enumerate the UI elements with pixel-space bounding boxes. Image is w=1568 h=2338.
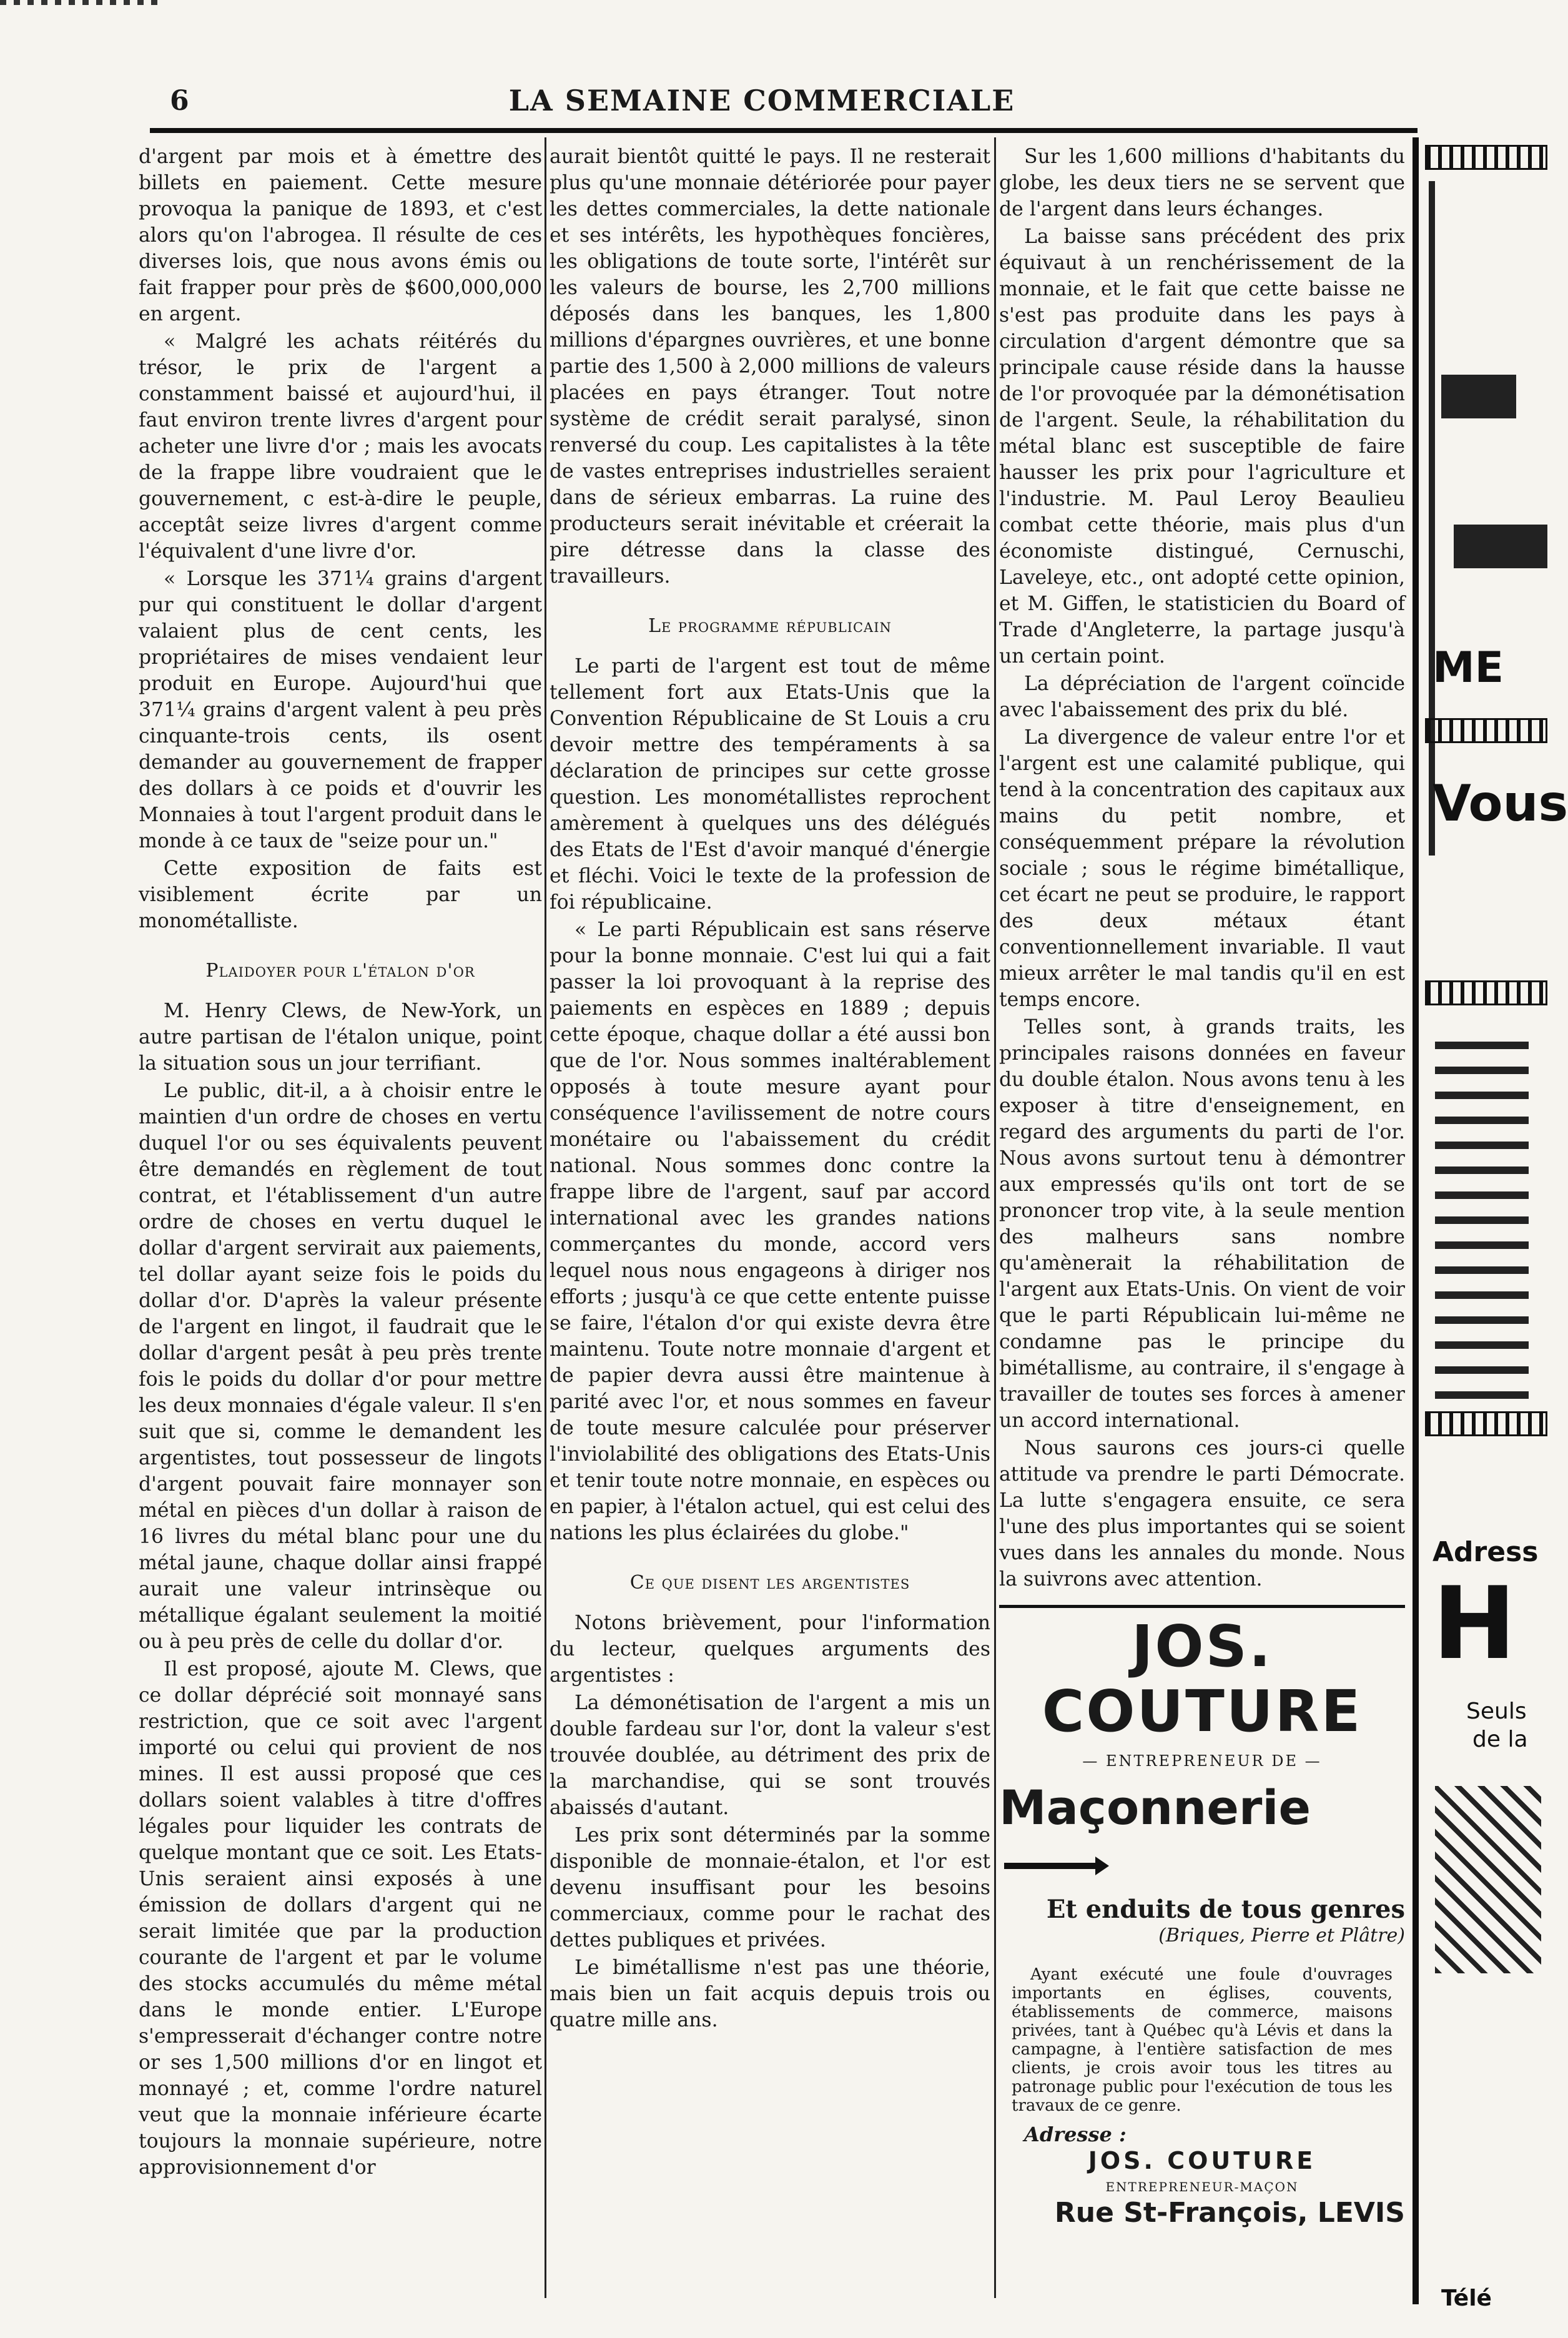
- column-rule-2: [994, 137, 996, 2298]
- ornament-border: [1425, 1411, 1547, 1436]
- paragraph: La divergence de valeur entre l'or et l'argent est une calamité publique, qui tend à la concentration des capitaux aux mains du petit nombre, et conséquemment prépare la révolution sociale ; sous le régime bimétallique, cet écart ne peut se produire, le rapport des deux métaux étant conventionnellement invariable. Il vaut mieux arrêter le mal tandis qu'il en est temps encore.: [999, 726, 1405, 1011]
- ad-name: JOS. COUTURE: [1042, 1613, 1363, 1745]
- paragraph: Sur les 1,600 millions d'habitants du globe, les deux tiers ne se servent que de l'argent dans leurs échanges.: [999, 146, 1405, 220]
- ad-trade: [999, 1780, 1405, 1890]
- adjacent-text: H: [1432, 1565, 1516, 1682]
- ad-trade-label: Maçonnerie: [999, 1780, 1311, 1835]
- section-heading: Ce que disent les argentistes: [629, 1572, 910, 1594]
- adjacent-text: Télé: [1441, 2286, 1492, 2311]
- illustration-fragment: [1435, 1786, 1541, 1973]
- ad-subtitle: — ENTREPRENEUR DE —: [1082, 1752, 1322, 1770]
- adjacent-text: Seuls: [1466, 1699, 1527, 1724]
- adjacent-text: ME: [1432, 643, 1504, 693]
- scan-edge-marks: [0, 0, 162, 5]
- column-3: [999, 144, 1405, 2229]
- paragraph: « Lorsque les 371¼ grains d'argent pur qui constituent le dollar d'argent valaient plus de cent cents, les propriétaires de mises vendaient leur produit en Europe. Aujourd'hui que 371¼ grains d'argent valent à peu près cinquante-trois cents, ils osent demander au gouvernement de frapper des dollars à ce poids et d'ouvrir les Monnaies à tout l'argent produit dans le monde à ce taux de "seize pour un.": [139, 568, 542, 852]
- paragraph: Il est proposé, ajoute M. Clews, que ce dollar déprécié soit monnayé sans restriction, que ce soit avec l'argent importé ou celui qui provient de nos mines. Il est aussi proposé que ces dollars soient valables à titre d'offres légales pour liquider les contrats de quelque montant que ce soit. Les Etats-Unis seraient ainsi exposés à une émission de dollars d'argent qui ne serait limitée que par la production courante de l'argent et par le volume des stocks accumulés du même métal dans le monde entier. L'Europe s'empresserait d'échanger contre notre or ses 1,500 millions d'or en lingot et monnayé ; et, comme l'ordre naturel veut que la monnaie inférieure écarte toujours la monnaie supérieure, notre approvisionnement d'or: [139, 1658, 542, 2179]
- ad-address-street: Rue St-François, LEVIS: [1054, 2197, 1405, 2229]
- paragraph: La baisse sans précédent des prix équivaut à un renchérissement de la monnaie, et le fait que cette baisse ne s'est pas produite dans les pays à circulation d'argent démontre que sa principale cause réside dans la hausse de l'or provoquée par la démonétisation de l'argent. Seule, la réhabilitation du métal blanc est susceptible de faire hausser les prix pour l'agriculture et l'industrie. M. Paul Leroy Beaulieu combat cette théorie, mais plus d'un économiste distingué, Cernuschi, Laveleye, etc., ont adopté cette opinion, et M. Giffen, le statisticien du Board of Trade d'Angleterre, la partage jusqu'à un certain point.: [999, 225, 1405, 668]
- paragraph: « Le parti Républicain est sans réserve pour la bonne monnaie. C'est lui qui a fait passer la loi provoquant à la reprise des paiements en espèces en 1889 ; depuis cette époque, chaque dollar a été aussi bon que de l'or. Nous sommes inaltérablement opposés à toute mesure ayant pour conséquence l'avilissement de notre cours monétaire ou l'abaissement du crédit national. Nous sommes donc contre la frappe libre de l'argent, sauf par accord international avec les grandes nations commerçantes du monde, accord vers lequel nous nous engageons à diriger nos efforts ; jusqu'à ce que cette entente puisse se faire, l'étalon d'or qui existe devra être maintenu. Toute notre monnaie d'argent et de papier devra aussi être maintenue à parité avec l'or, et nous sommes en faveur de toute mesure calculée pour préserver l'inviolabilité des obligations des Etats-Unis et tenir toute notre monnaie, en espèces ou en papier, à l'étalon actuel, qui est celui des nations les plus éclairées du globe.": [550, 919, 990, 1544]
- ornament-border: [1425, 718, 1547, 743]
- illustration-fragment: [1435, 1037, 1529, 1399]
- section-heading: Le programme républicain: [648, 615, 892, 637]
- ad-materials: (Briques, Pierre et Plâtre): [1158, 1925, 1405, 1946]
- paragraph: d'argent par mois et à émettre des billets en paiement. Cette mesure provoqua la panique de 1893, et c'est alors qu'on l'abrogea. Il résulte de ces diverses lois, que nous avons émis ou fait frapper pour près de $600,000,000 en argent.: [139, 146, 542, 325]
- paragraph: Le public, dit-il, a à choisir entre le maintien d'un ordre de choses en vertu duquel l'or ou ses équivalents peuvent être demandés en règlement de tout contrat, et l'établissement d'un autre ordre de choses en vertu duquel le dollar d'argent servirait aux paiements, tel dollar ayant seize fois le poids du dollar d'or. D'après la valeur présente de l'argent en lingot, il faudrait que le dollar d'argent pesât à peu près trente fois le poids du dollar d'or pour mettre les deux monnaies d'égale valeur. Il s'en suit que si, comme le demandent les argentistes, tout possesseur de lingots d'argent pouvait faire monnayer son métal en pièces d'un dollar à raison de 16 livres du métal blanc pour une du métal jaune, chaque dollar ainsi frappé aurait une valeur intrinsèque ou métallique égalant seulement la moitié ou à peu près de celle du dollar d'or.: [139, 1080, 542, 1653]
- ad-line: Et enduits de tous genres: [1046, 1895, 1405, 1924]
- paragraph: Telles sont, à grands traits, les principales raisons données en faveur du double étalon. Nous avons tenu à les exposer à titre d'enseignement, en regard des arguments du parti de l'or. Nous avons surtout tenu à démontrer aux empressés qu'ils ont tort de se prononcer trop vite, à la seule mention des malheurs sans nombre qu'amènerait la réhabilitation de l'argent aux Etats-Unis. On vient de voir que le parti Républicain lui-même ne condamne pas le principe du bimétallisme, au contraire, il s'engage à travailler de toutes ses forces à amener un accord international.: [999, 1016, 1405, 1432]
- ornament-border: [1425, 980, 1547, 1005]
- paragraph: Nous saurons ces jours-ci quelle attitude va prendre le parti Démocrate. La lutte s'engagera ensuite, ce sera l'une des plus importantes qui se soient vues dans les annales du monde. Nous la suivrons avec attention.: [999, 1437, 1405, 1591]
- ad-address-label: Adresse :: [1024, 2123, 1127, 2146]
- column-1: [139, 144, 542, 2182]
- illustration-fragment: [1441, 375, 1516, 418]
- column-2: [550, 144, 990, 2035]
- adjacent-text: Vous: [1432, 774, 1568, 832]
- illustration-fragment: [1454, 525, 1547, 568]
- page-number: 6: [170, 85, 189, 117]
- ad-address-role: ENTREPRENEUR-MAÇON: [1105, 2179, 1299, 2194]
- paragraph: La dépréciation de l'argent coïncide avec l'abaissement des prix du blé.: [999, 673, 1405, 721]
- header-rule: [150, 128, 1418, 133]
- paragraph: Le parti de l'argent est tout de même tellement fort aux Etats-Unis que la Convention Républicaine de St Louis a cru devoir mettre des tempéraments à sa déclaration de principes sur cette grosse question. Les monométallistes reprochent amèrement à quelques uns des délégués des Etats de l'Est d'avoir manqué d'énergie et fléchi. Voici le texte de la profession de foi républicaine.: [550, 655, 990, 914]
- paragraph: Les prix sont déterminés par la somme disponible de monnaie-étalon, et l'or est devenu insuffisant pour les besoins commerciaux, comme pour le rachat des dettes publiques et privées.: [550, 1824, 990, 1951]
- paragraph: aurait bientôt quitté le pays. Il ne resterait plus qu'une monnaie détériorée pour payer les dettes commerciales, la dette nationale et ses intérêts, les hypothèques foncières, les obligations de toute sorte, l'intérêt sur les valeurs de bourse, les 2,700 millions déposés dans les banques, les 1,800 millions d'épargnes ouvrières, et une bonne partie des 1,500 à 2,000 millions de valeurs placées en pays étranger. Tout notre système de crédit serait paralysé, sinon renversé du coup. Les capitalistes à la tête de vastes entreprises industrielles seraient dans de sérieux embarras. La ruine des producteurs serait inévitable et créerait la pire détresse dans la classe des travailleurs.: [550, 146, 990, 588]
- paragraph: Notons brièvement, pour l'information du lecteur, quelques arguments des argentistes :: [550, 1612, 990, 1687]
- ad-body: Ayant exécuté une foule d'ouvrages importants en églises, couvents, établissements de commerce, maisons privées, tant à Québec qu'à Lévis et dans la campagne, à l'entière satisfaction de mes clients, je crois avoir tous les titres au patronage public pour l'exécution de tous les travaux de ce genre.: [1012, 1965, 1393, 2115]
- adjacent-page-strip: [1416, 137, 1568, 2311]
- paragraph: « Malgré les achats réitérés du trésor, le prix de l'argent a constamment baissé et aujourd'hui, il faut environ trente livres d'argent pour acheter une livre d'or ; mais les avocats de la frappe libre voudraient que le gouvernement, c est-à-dire le peuple, acceptât seize livres d'argent comme l'équivalent d'une livre d'or.: [139, 330, 542, 563]
- paragraph: M. Henry Clews, de New-York, un autre partisan de l'étalon unique, point la situation sous un jour terrifiant.: [139, 1000, 542, 1075]
- column-rule-1: [545, 137, 546, 2298]
- adjacent-text: de la: [1472, 1727, 1528, 1752]
- paragraph: Cette exposition de faits est visiblement écrite par un monométalliste.: [139, 857, 542, 932]
- advertisement: [999, 1605, 1405, 2229]
- adjacent-text: Adress: [1432, 1536, 1539, 1568]
- paragraph: La démonétisation de l'argent a mis un double fardeau sur l'or, dont la valeur s'est trouvée doublée, au détriment des prix de la marchandise, qui se sont trouvés abaissés d'autant.: [550, 1692, 990, 1819]
- arrow-icon: [1004, 1863, 1098, 1869]
- ornament-border: [1425, 145, 1547, 170]
- ad-address-name: JOS. COUTURE: [1088, 2147, 1316, 2174]
- section-heading: Plaidoyer pour l'étalon d'or: [205, 960, 475, 982]
- ornament-border: [1429, 181, 1435, 856]
- page-header: [150, 80, 1374, 124]
- newspaper-title: LA SEMAINE COMMERCIALE: [508, 84, 1015, 117]
- paragraph: Le bimétallisme n'est pas une théorie, mais bien un fait acquis depuis trois ou quatre mille ans.: [550, 1956, 990, 2031]
